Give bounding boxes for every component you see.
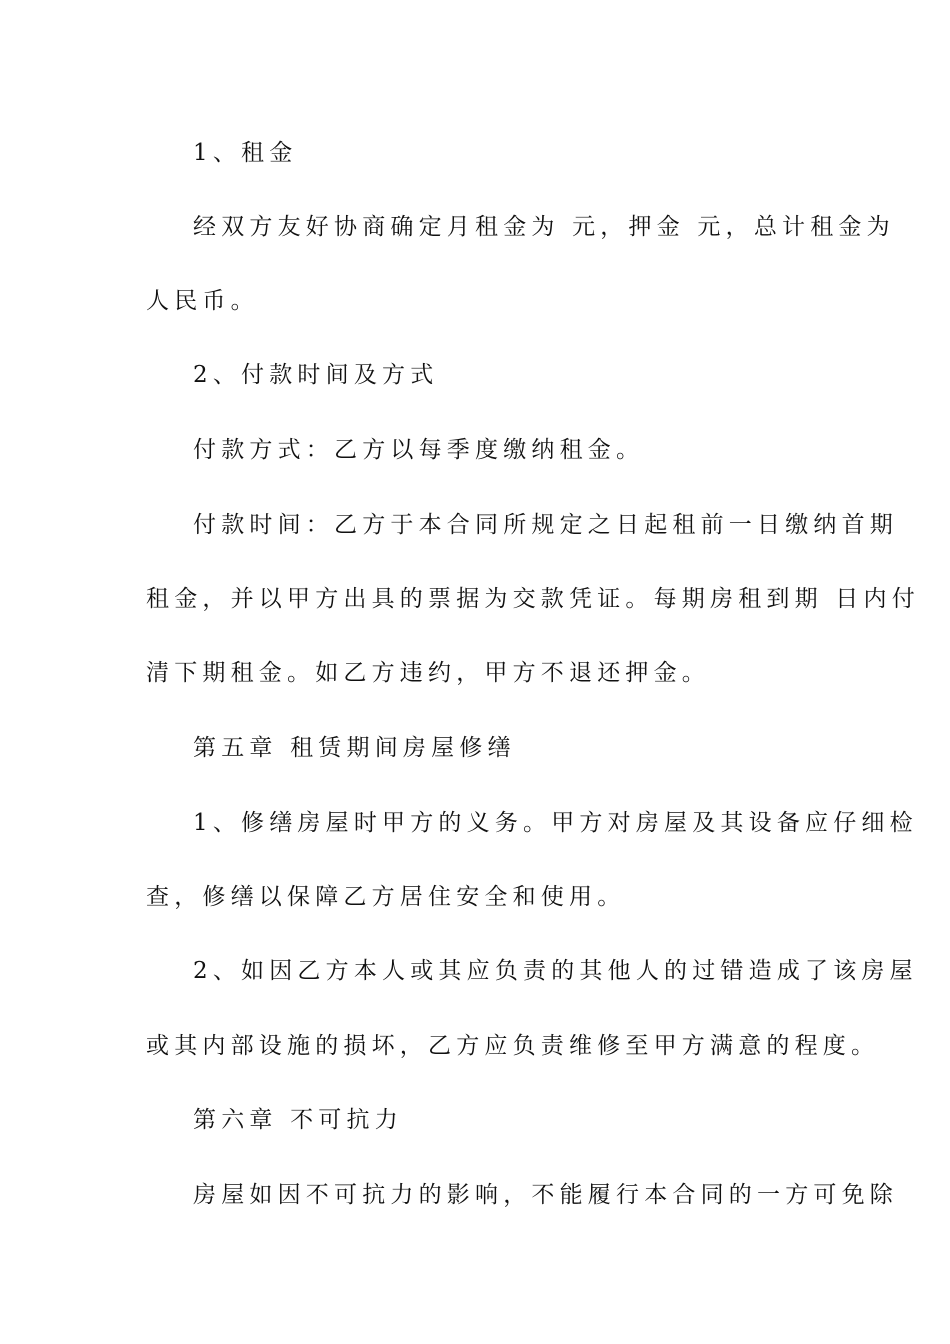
chapter-six-title: 第六章 不可抗力 [193,1107,403,1133]
paragraph-rent-line-1: 经双方友好协商确定月租金为 元，押金 元，总计租金为 [193,214,895,240]
heading-payment: 2、付款时间及方式 [193,362,439,388]
paragraph-payment-time-line-3: 清下期租金。如乙方违约，甲方不退还押金。 [146,660,710,686]
heading-rent: 1、租金 [193,140,298,166]
paragraph-rent-line-2: 人民币。 [146,288,259,314]
paragraph-payment-method: 付款方式：乙方以每季度缴纳租金。 [193,437,645,463]
paragraph-repair-2-line-2: 或其内部设施的损坏，乙方应负责维修至甲方满意的程度。 [146,1033,880,1059]
paragraph-repair-1-line-2: 查，修缮以保障乙方居住安全和使用。 [146,884,626,910]
paragraph-payment-time-line-1: 付款时间：乙方于本合同所规定之日起租前一日缴纳首期 [193,512,898,538]
paragraph-repair-2-line-1: 2、如因乙方本人或其应负责的其他人的过错造成了该房屋 [193,958,918,984]
paragraph-repair-1-line-1: 1、修缮房屋时甲方的义务。甲方对房屋及其设备应仔细检 [193,810,918,836]
chapter-five-title: 第五章 租赁期间房屋修缮 [193,735,516,761]
paragraph-payment-time-line-2: 租金，并以甲方出具的票据为交款凭证。每期房租到期 日内付 [146,586,920,612]
paragraph-force-majeure-line-1: 房屋如因不可抗力的影响，不能履行本合同的一方可免除 [193,1182,898,1208]
